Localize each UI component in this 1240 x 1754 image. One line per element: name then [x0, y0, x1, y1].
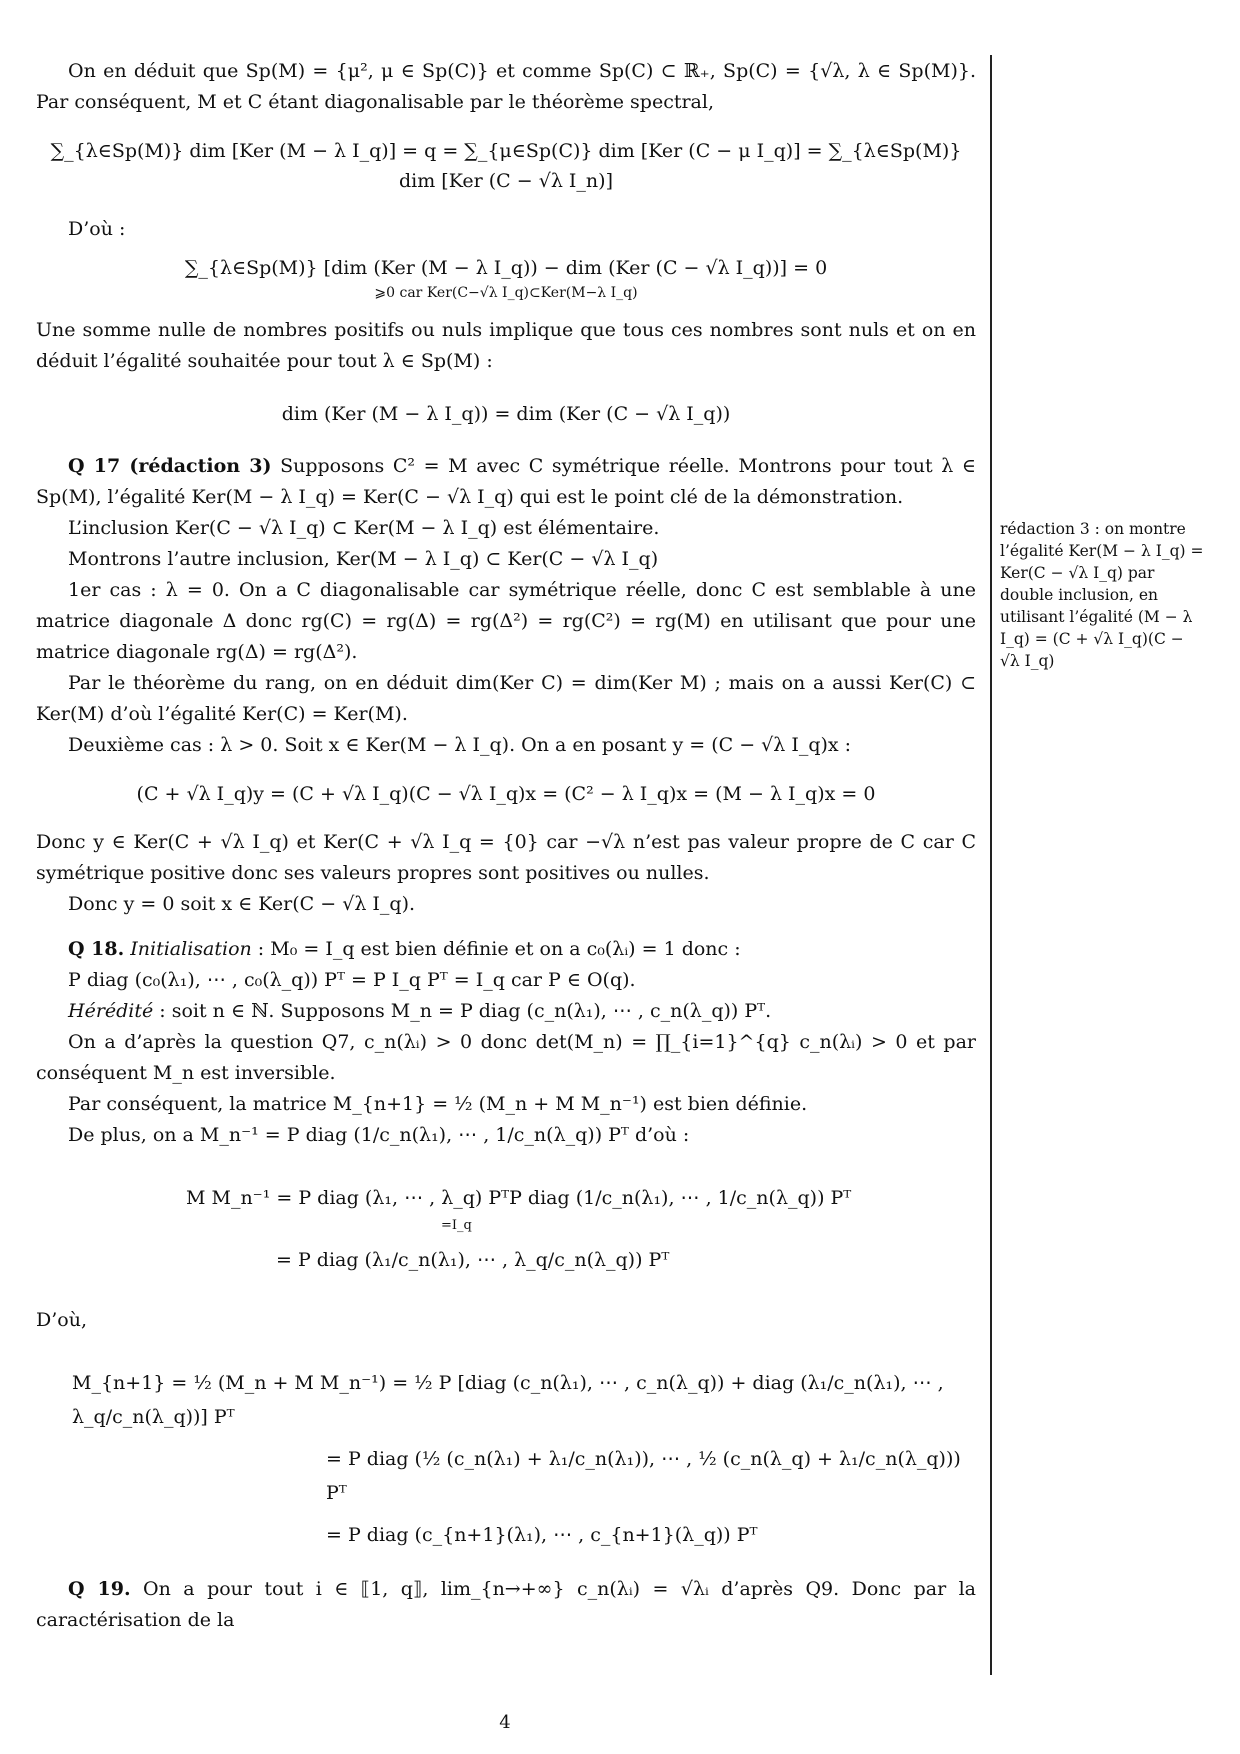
paragraph: Deuxième cas : λ > 0. Soit x ∈ Ker(M − λ I_q). On a en posant y = (C − √λ I_q)x : [68, 734, 852, 756]
underbrace-note: =I_q [441, 1218, 472, 1233]
paragraph: Donc y ∈ Ker(C + √λ I_q) et Ker(C + √λ I_q = {0} car −√λ n’est pas valeur propre de C car C symétrique positive donc ses valeurs propres sont positives ou nulles. [36, 831, 976, 884]
paragraph: D’où : [68, 218, 126, 240]
question-label: Q 18. [68, 938, 125, 960]
initialisation-label: Initialisation [130, 938, 252, 960]
equation: = P diag (½ (c_n(λ₁) + λ₁/c_n(λ₁)), ⋯ , ½ (c_n(λ_q) + λ₁/c_n(λ_q))) Pᵀ [326, 1448, 961, 1504]
paragraph: P diag (c₀(λ₁), ⋯ , c₀(λ_q)) Pᵀ = P I_q Pᵀ = I_q car P ∈ O(q). [68, 969, 636, 991]
paragraph: On a d’après la question Q7, c_n(λᵢ) > 0 donc det(M_n) = ∏_{i=1}^{q} c_n(λᵢ) > 0 et par conséquent M_n est inversible. [36, 1031, 976, 1084]
paragraph [36, 996, 976, 1027]
equation: dim (Ker (M − λ I_q)) = dim (Ker (C − √λ I_q)) [281, 403, 731, 425]
paragraph: 1er cas : λ = 0. On a C diagonalisable car symétrique réelle, donc C est semblable à une matrice diagonale Δ donc rg(C) = rg(Δ) = rg(Δ²) = rg(C²) = rg(M) en utilisant que pour une matrice diagonale rg(Δ) = rg(Δ²). [36, 579, 976, 663]
heredite-text: : soit n ∈ ℕ. Supposons M_n = P diag (c_n(λ₁), ⋯ , c_n(λ_q)) Pᵀ. [153, 1000, 772, 1022]
margin-rule [990, 55, 992, 1675]
question-label: Q 17 (rédaction 3) [68, 455, 272, 477]
paragraph: De plus, on a M_n⁻¹ = P diag (1/c_n(λ₁), ⋯ , 1/c_n(λ_q)) Pᵀ d’où : [68, 1124, 690, 1146]
paragraph: Donc y = 0 soit x ∈ Ker(C − √λ I_q). [68, 893, 416, 915]
equation: M M_n⁻¹ = P diag (λ₁, ⋯ , λ_q) PᵀP diag (1/c_n(λ₁), ⋯ , 1/c_n(λ_q)) Pᵀ [186, 1187, 852, 1209]
equation: ∑_{λ∈Sp(M)} [dim (Ker (M − λ I_q)) − dim (Ker (C − √λ I_q))] = 0 [184, 257, 828, 279]
page-number: 4 [499, 1712, 511, 1733]
paragraph: Par le théorème du rang, on en déduit dim(Ker C) = dim(Ker M) ; mais on a aussi Ker(C) ⊂ Ker(M) d’où l’égalité Ker(C) = Ker(M). [36, 672, 976, 725]
margin-note: rédaction 3 : on montre l’égalité Ker(M − λ I_q) = Ker(C − √λ I_q) par double inclusion, en utilisant l’égalité (M − λ I_q) = (C + √λ I_q)(C − √λ I_q) [1000, 520, 1204, 670]
question-text: Supposons C² = M avec C symétrique réelle. Montrons pour tout λ ∈ Sp(M), l’égalité Ker(M − λ I_q) = Ker(C − √λ I_q) qui est le point clé de la démonstration. [36, 455, 976, 508]
equation: = P diag (λ₁/c_n(λ₁), ⋯ , λ_q/c_n(λ_q)) Pᵀ [276, 1249, 670, 1271]
underbrace-note: ⩾0 car Ker(C−√λ I_q)⊂Ker(M−λ I_q) [374, 285, 638, 301]
heredite-label: Hérédité [68, 1000, 154, 1022]
paragraph: L’inclusion Ker(C − √λ I_q) ⊂ Ker(M − λ I_q) est élémentaire. [68, 517, 660, 539]
paragraph: Une somme nulle de nombres positifs ou nuls implique que tous ces nombres sont nuls et on en déduit l’égalité souhaitée pour tout λ ∈ Sp(M) : [36, 319, 976, 372]
equation: = P diag (c_{n+1}(λ₁), ⋯ , c_{n+1}(λ_q)) Pᵀ [326, 1524, 758, 1546]
paragraph-q17 [36, 451, 976, 513]
paragraph: On en déduit que Sp(M) = {μ², μ ∈ Sp(C)} et comme Sp(C) ⊂ ℝ₊, Sp(C) = {√λ, λ ∈ Sp(M)}. Par conséquent, M et C étant diagonalisable par le théorème spectral, [36, 60, 976, 113]
equation: M_{n+1} = ½ (M_n + M M_n⁻¹) = ½ P [diag (c_n(λ₁), ⋯ , c_n(λ_q)) + diag (λ₁/c_n(λ₁), ⋯ , λ_q/c_n(λ_q))] Pᵀ [72, 1372, 944, 1428]
question-label: Q 19. [68, 1578, 131, 1600]
paragraph-q18 [36, 934, 976, 965]
paragraph: D’où, [36, 1309, 87, 1331]
question-text: On a pour tout i ∈ ⟦1, q⟧, lim_{n→+∞} c_n(λᵢ) = √λᵢ d’après Q9. Donc par la caractérisation de la [36, 1578, 976, 1631]
paragraph: Par conséquent, la matrice M_{n+1} = ½ (M_n + M M_n⁻¹) est bien définie. [68, 1093, 808, 1115]
question-text: : M₀ = I_q est bien définie et on a c₀(λᵢ) = 1 donc : [251, 938, 741, 960]
paragraph-q19 [36, 1574, 976, 1636]
equation: (C + √λ I_q)y = (C + √λ I_q)(C − √λ I_q)x = (C² − λ I_q)x = (M − λ I_q)x = 0 [136, 783, 876, 805]
paragraph: Montrons l’autre inclusion, Ker(M − λ I_q) ⊂ Ker(C − √λ I_q) [68, 548, 659, 570]
main-column [36, 56, 976, 1636]
equation: ∑_{λ∈Sp(M)} dim [Ker (M − λ I_q)] = q = ∑_{μ∈Sp(C)} dim [Ker (C − μ I_q)] = ∑_{λ∈Sp(M)} dim [Ker (C − √λ I_n)] [50, 140, 962, 192]
